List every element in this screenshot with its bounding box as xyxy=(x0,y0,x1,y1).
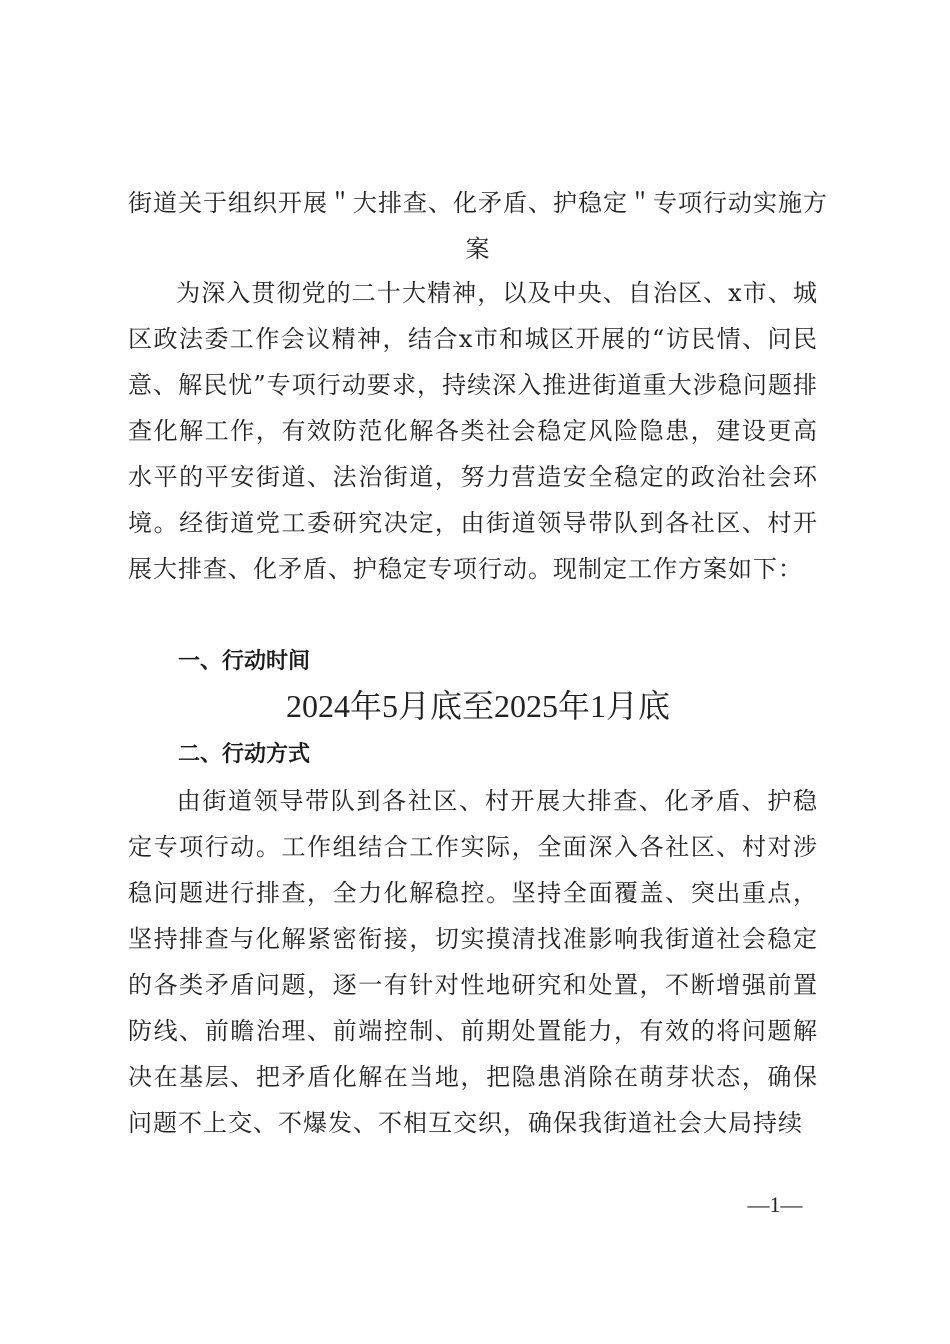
page-number: —1— xyxy=(747,1192,803,1217)
intro-paragraph xyxy=(128,270,818,592)
intro-text: 为深入贯彻党的二十大精神，以及中央、自治区、x市、城区政法委工作会议精神，结合x市和城区开展的“访民情、问民意、解民忧”专项行动要求，持续深入推进街道重大涉稳问题排查化解工作，有效防范化解各类社会稳定风险隐患，建设更高水平的平安街道、法治街道，努力营造安全稳定的政治社会环境。经街道党工委研究决定，由街道领导带队到各社区、村开展大排查、化矛盾、护稳定专项行动。现制定工作方案如下： xyxy=(128,279,818,583)
section-heading-method: 二、行动方式 xyxy=(178,742,311,767)
method-paragraph xyxy=(128,778,818,1146)
section-heading-time: 一、行动时间 xyxy=(178,649,311,674)
document-title: 街道关于组织开展＂大排查、化矛盾、护稳定＂专项行动实施方案 xyxy=(128,189,828,263)
action-period: 2024年5月底至2025年1月底 xyxy=(285,688,670,724)
method-text: 由街道领导带队到各社区、村开展大排查、化矛盾、护稳定专项行动。工作组结合工作实际，全面深入各社区、村对涉稳问题进行排查，全力化解稳控。坚持全面覆盖、突出重点，坚持排查与化解紧密衔接，切实摸清找准影响我街道社会稳定的各类矛盾问题，逐一有针对性地研究和处置，不断增强前置防线、前瞻治理、前端控制、前期处置能力，有效的将问题解决在基层、把矛盾化解在当地，把隐患消除在萌芽状态，确保问题不上交、不爆发、不相互交织，确保我街道社会大局持续 xyxy=(128,787,818,1137)
